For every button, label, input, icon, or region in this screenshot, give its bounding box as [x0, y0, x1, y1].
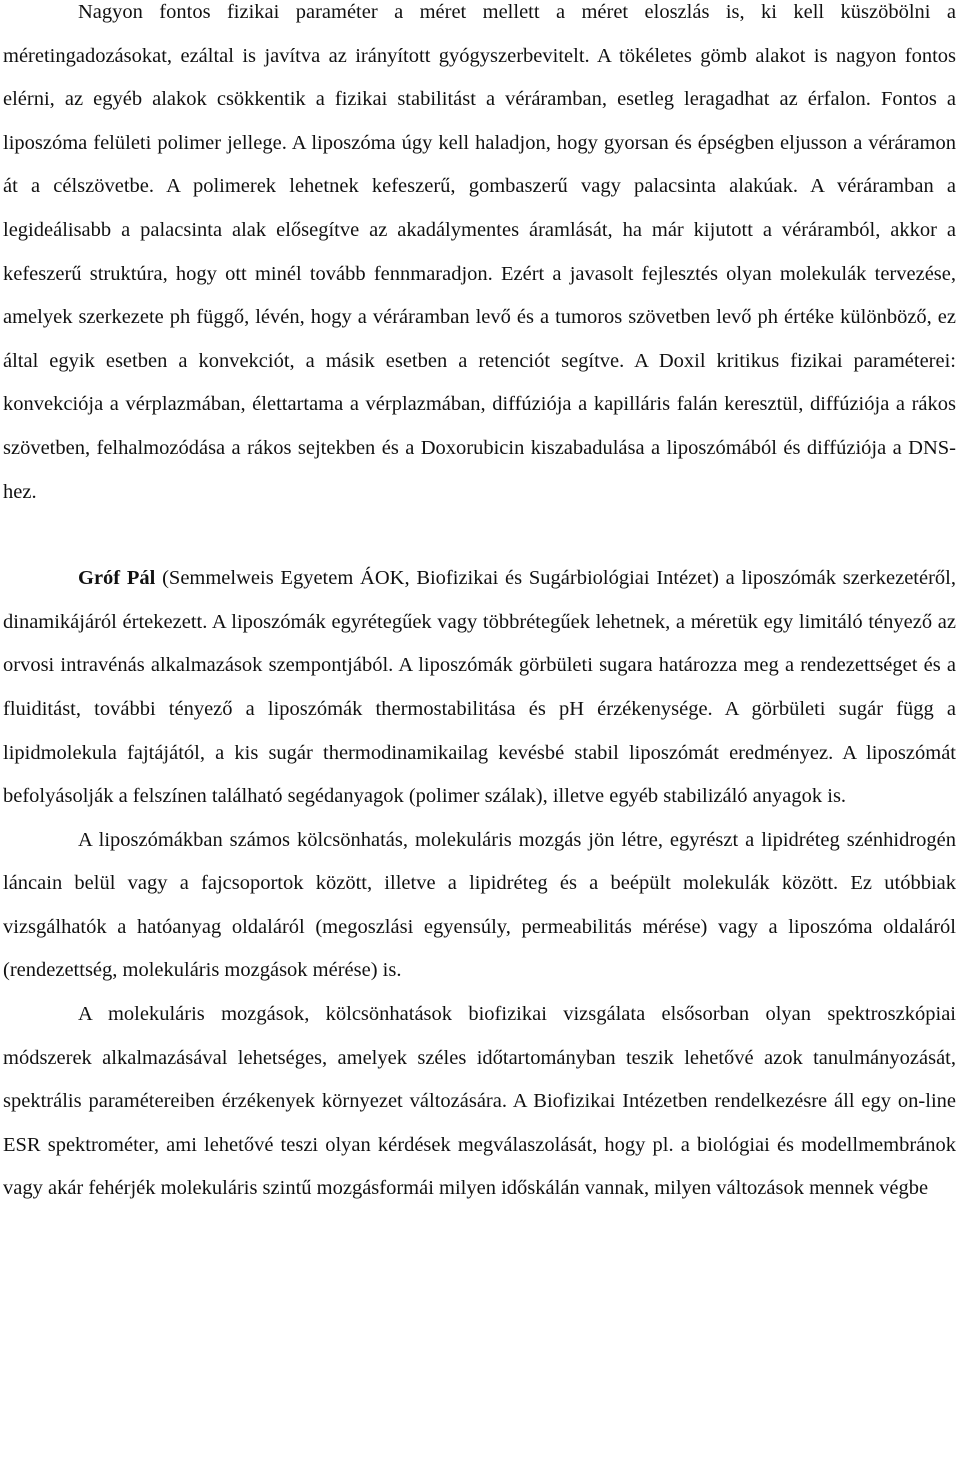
speaker-name: Gróf Pál	[78, 567, 156, 590]
paragraph-spectroscopy	[3, 993, 956, 1211]
paragraph-liposome-physical-parameters	[3, 0, 956, 514]
paragraph-text: (Semmelweis Egyetem ÁOK, Biofizikai és Sugárbiológiai Intézet) a liposzómák szerkezetéről, dinamikájáról értekezett. A liposzómák egyrétegűek vagy többrétegűek lehetnek, a méretük egy limitáló tényező az orvosi intravénás alkalmazások szempontjából. A liposzómák görbületi sugara határozza meg a rendezettséget és a fluiditást, további tényező a liposzómák thermostabilitása és pH érzékenysége. A görbületi sugár függ a lipidmolekula fajtájától, a kis sugár thermodinamikailag kevésbé stabil liposzómát eredményez. A liposzómát befolyásolják a felszínen található segédanyagok (polimer szálak), illetve egyéb stabilizáló anyagok is.	[3, 567, 956, 808]
document-page	[3, 0, 956, 1211]
paragraph-grof-pal-lecture	[3, 557, 956, 819]
paragraph-text: Nagyon fontos fizikai paraméter a méret mellett a méret eloszlás is, ki kell küszöbölni a méretingadozásokat, ezáltal is javítva az irányított gyógyszerbevitelt. A tökéletes gömb alakot is nagyon fontos elérni, az egyéb alakok csökkentik a fizikai stabilitást a véráramban, esetleg leragadhat az érfalon. Fontos a liposzóma felületi polimer jellege. A liposzóma úgy kell haladjon, hogy gyorsan és épségben eljusson a véráramon át a célszövetbe. A polimerek lehetnek kefeszerű, gombaszerű vagy palacsinta alakúak. A véráramban a legideálisabb a palacsinta alak elősegítve az akadálymentes áramlását, ha már kijutott a véráramból, akkor a kefeszerű struktúra, hogy ott minél tovább fennmaradjon. Ezért a javasolt fejlesztés olyan molekulák tervezése, amelyek szerkezete ph függő, lévén, hogy a véráramban levő és a tumoros szövetben levő ph értéke különböző, ez által egyik esetben a konvekciót, a másik esetben a retenciót segítve. A Doxil kritikus fizikai paraméterei: konvekciója a vérplazmában, élettartama a vérplazmában, diffúziója a kapilláris falán keresztül, diffúziója a rákos szövetben, felhalmozódása a rákos sejtekben és a Doxorubicin kiszabadulása a liposzómából és diffúziója a DNS-hez.	[3, 1, 956, 503]
paragraph-molecular-interactions	[3, 819, 956, 993]
paragraph-text: A molekuláris mozgások, kölcsönhatások biofizikai vizsgálata elsősorban olyan spektroszkópiai módszerek alkalmazásával lehetséges, amelyek széles időtartományban teszik lehetővé azok tanulmányozását, spektrális paramétereiben érzékenyek környezet változására. A Biofizikai Intézetben rendelkezésre áll egy on-line ESR spektrométer, ami lehetővé teszi olyan kérdések megválaszolását, hogy pl. a biológiai és modellmembránok vagy akár fehérjék molekuláris szintű mozgásformái milyen időskálán vannak, milyen változások mennek végbe	[3, 1003, 956, 1200]
paragraph-text: A liposzómákban számos kölcsönhatás, molekuláris mozgás jön létre, egyrészt a lipidréteg szénhidrogén láncain belül vagy a fajcsoportok között, illetve a lipidréteg és a beépült molekulák között. Ez utóbbiak vizsgálhatók a hatóanyag oldaláról (megoszlási egyensúly, permeabilitás mérése) vagy a liposzóma oldaláról (rendezettség, molekuláris mozgások mérése) is.	[3, 828, 956, 982]
